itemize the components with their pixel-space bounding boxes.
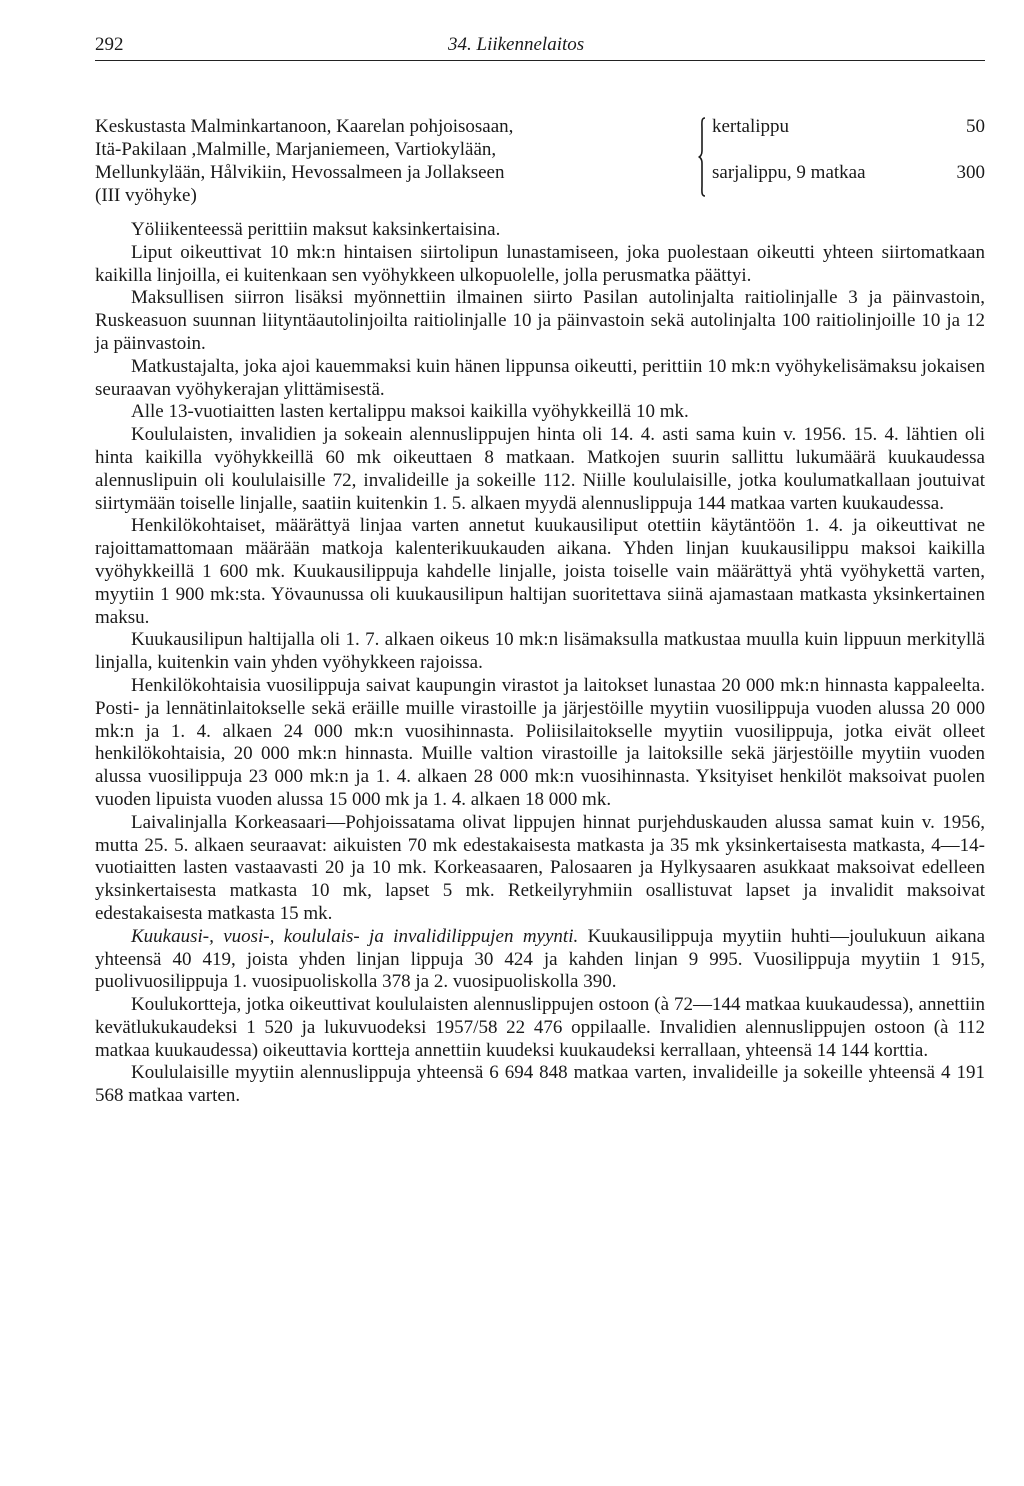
fare-label: kertalippu bbox=[712, 116, 790, 137]
running-head: 34. Liikennelaitos bbox=[448, 34, 585, 55]
brace-icon bbox=[698, 117, 706, 197]
paragraph bbox=[95, 675, 985, 812]
paragraph-text: Maksullisen siirron lisäksi myönnettiin ilmainen siirto Pasilan autolinjalta raitiolinjalle 3 ja päinvastoin, Ruskeasuon suunnan liityntäautolinjoilta raitiolinjalle 10 ja päinvastoin sekä autolinjalta 100 raitiolinjoille 10 ja 12 ja päinvastoin. bbox=[95, 287, 985, 354]
paragraph-text: Alle 13-vuotiaitten lasten kertalippu maksoi kaikilla vyöhykkeillä 10 mk. bbox=[131, 401, 689, 423]
zone-line: Itä-Pakilaan ,Malmille, Marjaniemeen, Vartiokylään, bbox=[95, 139, 497, 160]
paragraph bbox=[95, 287, 985, 355]
document-page bbox=[95, 30, 985, 1108]
paragraph bbox=[95, 242, 985, 288]
zone-description bbox=[95, 115, 695, 207]
paragraph-text: Laivalinjalla Korkeasaari—Pohjoissatama olivat lippujen hinnat purjehduskauden alussa samat kuin v. 1956, mutta 25. 5. alkaen seuraavat: aikuisten 70 mk edestakaisesta matkasta ja 35 mk yksinkertaisesta matkasta, 4—14-vuotiaitten lasten vastaavasti 20 ja 10 mk. Korkeasaaren, Palosaaren ja Hylkysaaren asukkaat maksoivat edelleen yksinkertaisesta matkasta 10 mk, lapset 5 mk. Retkeilyryhmiin osallistuvat lapset ja invalidit maksoivat edestakaisesta matkasta 15 mk. bbox=[95, 811, 985, 924]
paragraph-text: Yöliikenteessä perittiin maksut kaksinkertaisina. bbox=[131, 219, 501, 240]
zone-line: (III vyöhyke) bbox=[95, 185, 197, 206]
fare-label: sarjalippu, 9 matkaa bbox=[712, 162, 866, 183]
paragraph bbox=[95, 401, 985, 424]
paragraph bbox=[95, 1062, 985, 1108]
paragraph bbox=[95, 356, 985, 402]
paragraph bbox=[95, 994, 985, 1062]
paragraph-text: Henkilökohtaiset, määrättyä linjaa varten annetut kuukausiliput otettiin käytäntöön 1. 4. ja oikeuttivat ne rajoittamattomaan määrään matkoja kalenterikuukauden aikana. Yhden linjan kuukausilippu maksoi kaikilla vyöhykkeillä 1 600 mk. Kuukausilippuja kahdelle linjalle, joista toiselle vain määrättyä yhtä vyöhykettä varten, myytiin 1 900 mk:sta. Yövaunussa oli kuukausilipun haltijan suoritettava siinä ajamastaan matkasta yksinkertainen maksu. bbox=[95, 515, 985, 628]
zone-line: Keskustasta Malminkartanoon, Kaarelan pohjoisosaan, bbox=[95, 116, 514, 137]
paragraph bbox=[95, 926, 985, 994]
body-text bbox=[95, 219, 985, 1108]
fare-value: 50 bbox=[966, 116, 985, 137]
paragraph-text: Koululaisille myytiin alennuslippuja yhteensä 6 694 848 matkaa varten, invalideille ja sokeille yhteensä 4 191 568 matkaa varten. bbox=[95, 1062, 985, 1107]
fare-table bbox=[95, 115, 985, 219]
paragraph-text: Koululaisten, invalidien ja sokeain alennuslippujen hinta oli 14. 4. asti sama kuin v. 1956. 15. 4. lähtien oli hinta kaikilla vyöhykkeillä 60 mk oikeuttaen 8 matkaan. Matkojen suurin sallittu lukumäärä kuukaudessa alennuslipuin oli koululaisille 72, invalideille ja sokeille 112. Niille koululaisille, jotka koulumatkallaan joutuivat siirtymään toiselle linjalle, saatiin kuitenkin 1. 5. alkaen myydä alennuslippuja 144 matkaa varten kuukaudessa. bbox=[95, 424, 985, 514]
paragraph-text: Henkilökohtaisia vuosilippuja saivat kaupungin virastot ja laitokset lunastaa 20 000 mk:n hinnasta kappaleelta. Posti- ja lennätinlaitokselle sekä eräille muille virastoille ja järjestöille myytiin vuosilippuja vuoden alussa 20 000 mk:n ja 1. 4. alkaen 24 000 mk:n vuosihinnasta. Poliisilaitokselle myytiin vuosilippuja, jotka eivät olleet henkilökohtaisia, 20 000 mk:n hinnasta. Muille valtion virastoille ja laitoksille sekä järjestöille myytiin vuoden alussa vuosilippuja 23 000 mk:n ja 1. 4. alkaen 28 000 mk:n vuosihinnasta. Yksityiset henkilöt maksoivat puolen vuoden lipuista vuoden alussa 15 000 mk ja 1. 4. alkaen 18 000 mk. bbox=[95, 674, 985, 810]
page-number: 292 bbox=[95, 34, 124, 55]
fare-value: 300 bbox=[956, 162, 985, 183]
paragraph-text: Matkustajalta, joka ajoi kauemmaksi kuin hänen lippunsa oikeutti, perittiin 10 mk:n vyöhykelisämaksu jokaisen seuraavan vyöhykerajan ylittämisestä. bbox=[95, 355, 985, 400]
zone-line: Mellunkylään, Hålvikiin, Hevossalmeen ja Jollakseen bbox=[95, 162, 505, 183]
page-header bbox=[95, 30, 985, 61]
paragraph bbox=[95, 629, 985, 675]
paragraph-text: Koulukortteja, jotka oikeuttivat koululaisten alennuslippujen ostoon (à 72—144 matkaa kuukaudessa), annettiin kevätlukukaudeksi 1 520 ja lukuvuodeksi 1957/58 22 476 oppilaalle. Invalidien alennuslippujen ostoon (à 112 matkaa kuukaudessa) oikeuttavia kortteja annettiin kuudeksi kuukaudeksi kerrallaan, yhteensä 14 144 korttia. bbox=[95, 994, 985, 1061]
paragraph bbox=[95, 219, 985, 242]
section-heading: Kuukausi-, vuosi-, koululais- ja invalidilippujen myynti. bbox=[131, 925, 579, 947]
paragraph bbox=[95, 424, 985, 515]
paragraph-text: Kuukausilipun haltijalla oli 1. 7. alkaen oikeus 10 mk:n lisämaksulla matkustaa muulla kuin lippuun merkityllä linjalla, kuitenkin vain yhden vyöhykkeen rajoissa. bbox=[95, 629, 985, 674]
paragraph bbox=[95, 515, 985, 629]
paragraph-text: Liput oikeuttivat 10 mk:n hintaisen siirtolipun lunastamiseen, joka puolestaan oikeutti yhteen siirtomatkaan kaikilla linjoilla, ei kuitenkaan sen vyöhykkeen ulkopuolelle, jolla perusmatka päättyi. bbox=[95, 241, 985, 286]
paragraph bbox=[95, 812, 985, 926]
paragraph-text: Kuukausilippuja myytiin huhti—joulukuun aikana yhteensä 40 419, joista yhden linjan lippuja 30 424 ja kahden linjan 9 995. Vuosilippuja myytiin 1 915, puolivuosilippuja 1. vuosipuoliskolla 378 ja 2. vuosipuoliskolla 390. bbox=[95, 925, 986, 993]
